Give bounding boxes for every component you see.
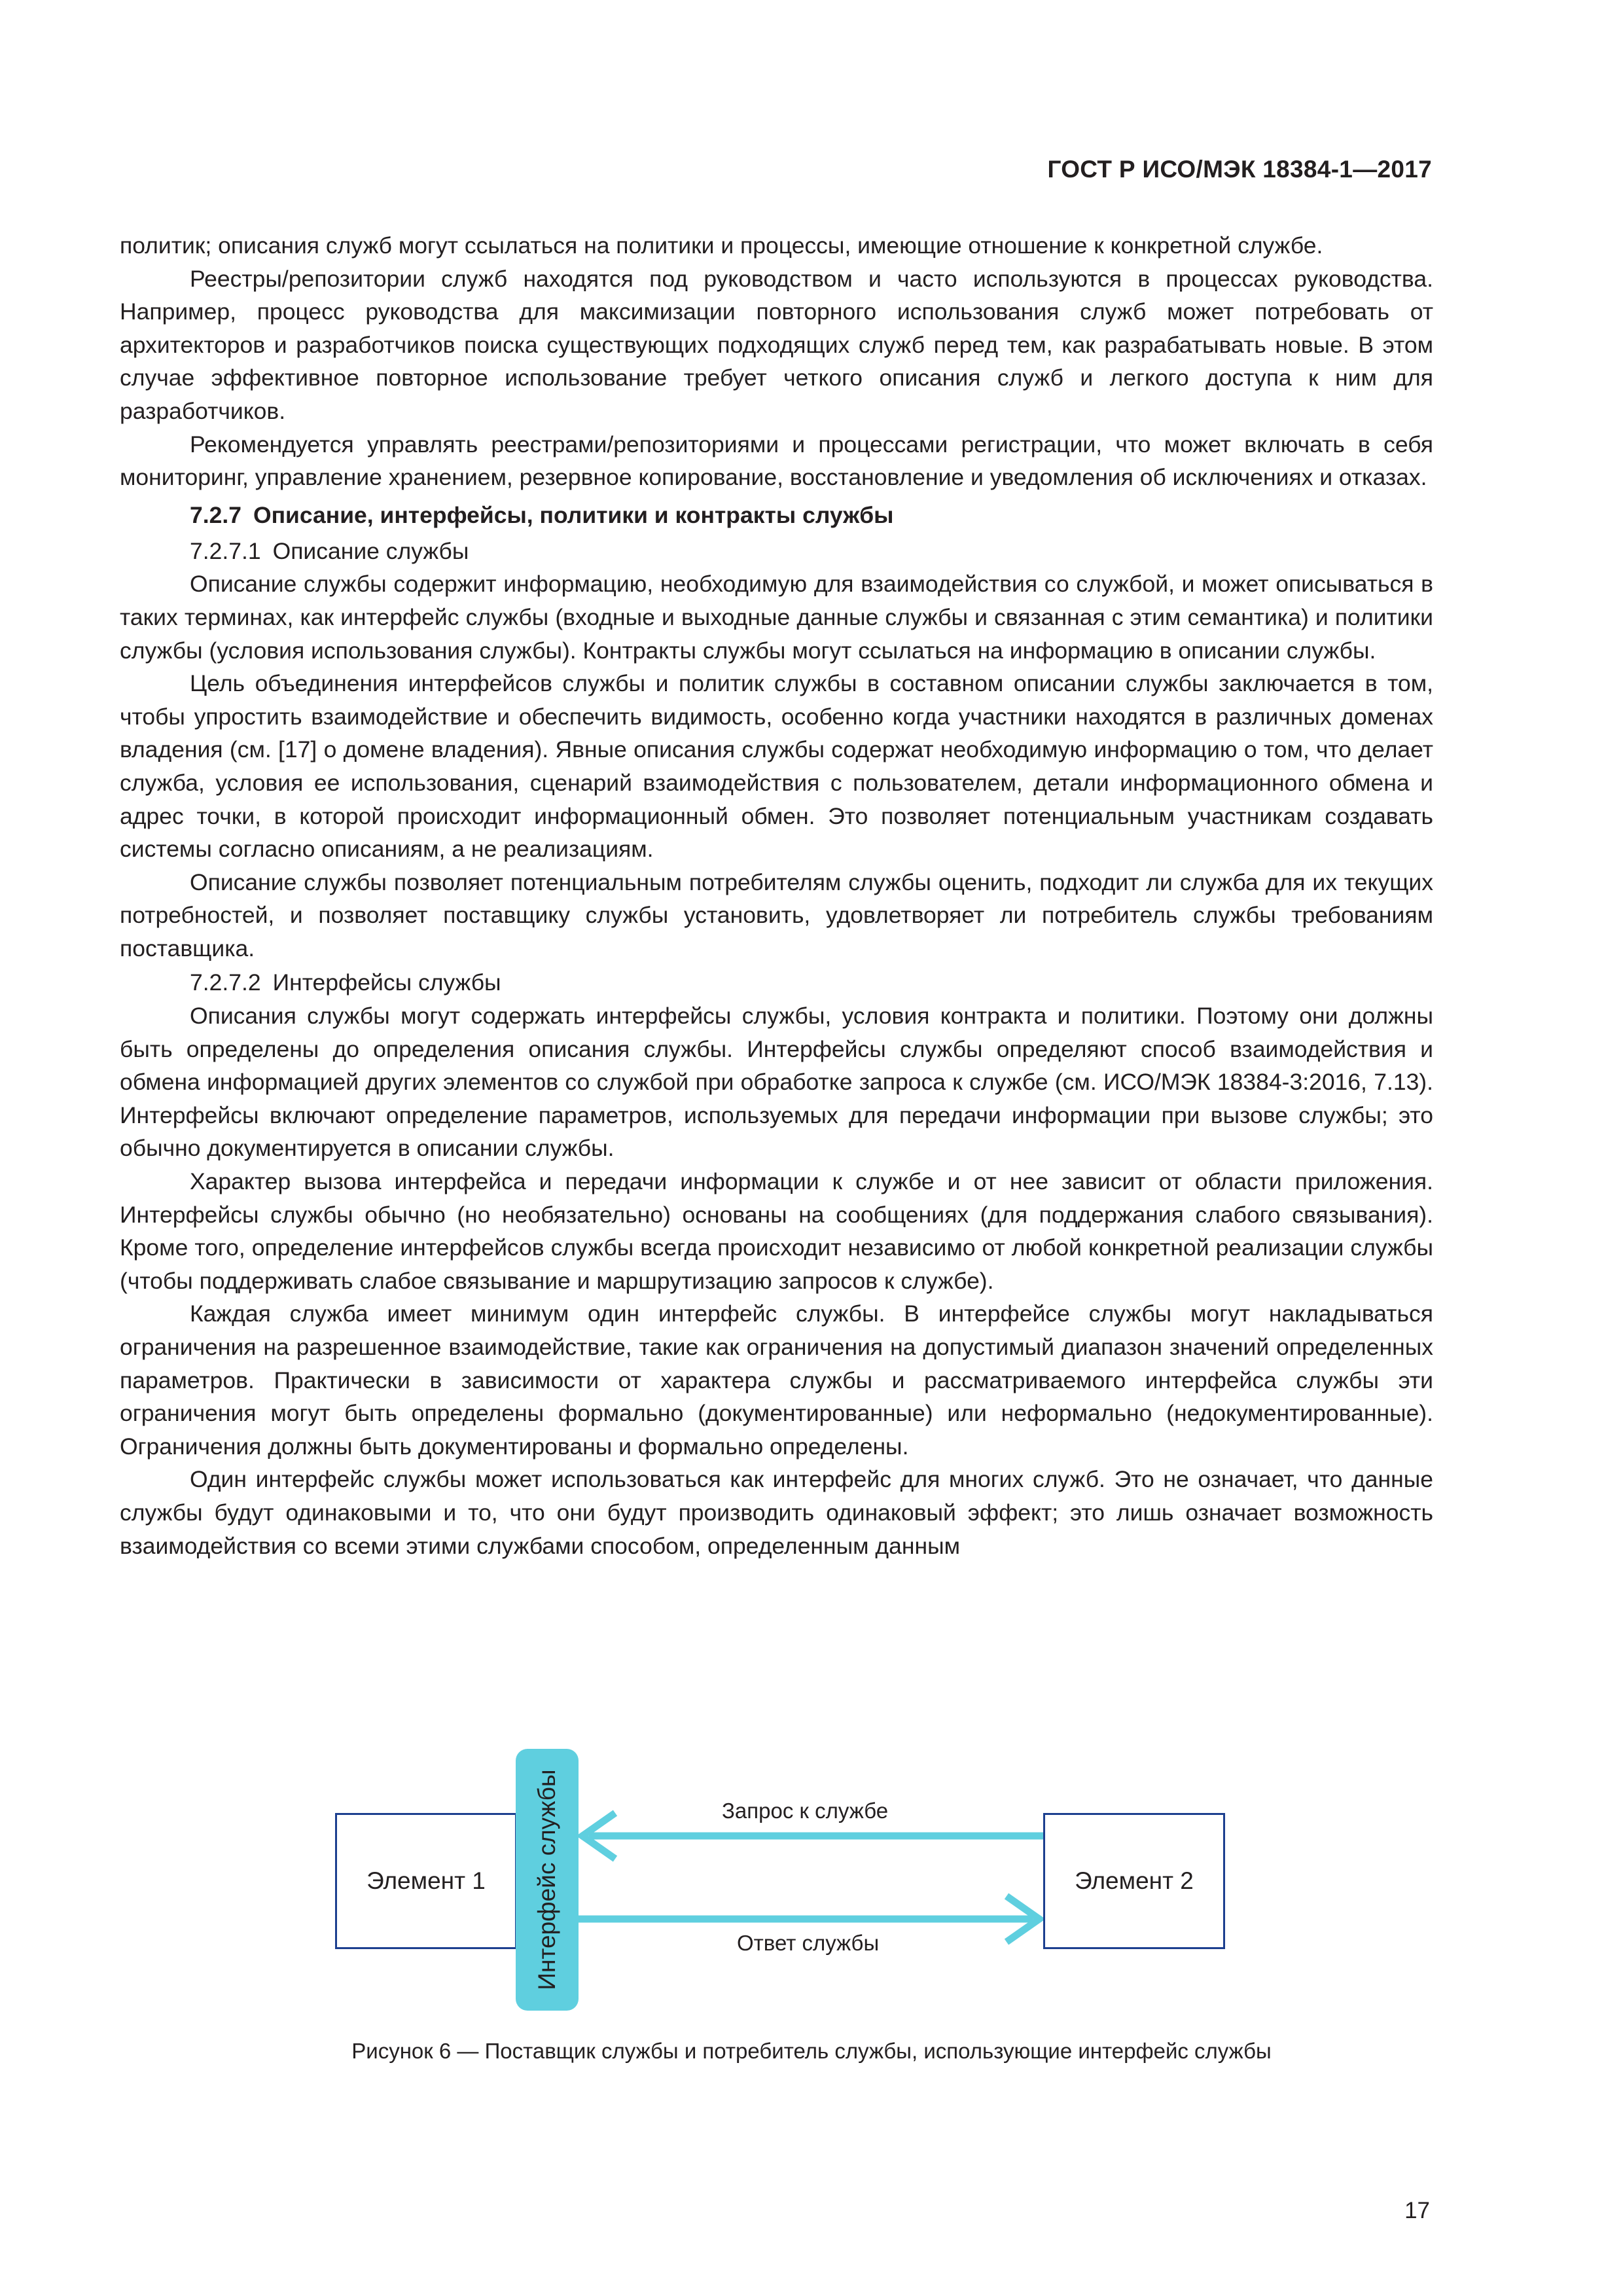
figure-caption: Рисунок 6 — Поставщик службы и потребитель службы, использующие интерфейс службы <box>351 2039 1272 2063</box>
paragraph: Описания службы могут содержать интерфейсы службы, условия контракта и политики. Поэтому они должны быть определены до определения описания службы. Интерфейсы службы определяют способ взаимодействия и обмена информацией других элементов со службой при обработке запроса к службе (см. ИСО/МЭК 18384-3:2016, 7.13). Интерфейсы включают определение параметров, используемых для передачи информации при вызове службы; это обычно документируется в описании службы. <box>120 1003 1433 1162</box>
paragraph: Характер вызова интерфейса и передачи информации к службе и от нее зависит от области приложения. Интерфейсы службы обычно (но необязательно) основаны на сообщениях (для поддержания слабого связывания). Кроме того, определение интерфейсов службы всегда происходит независимо от любой конкретной реализации службы (чтобы поддерживать слабое связывание и маршрутизацию запросов к службе). <box>120 1168 1433 1294</box>
paragraph: Один интерфейс службы может использоваться как интерфейс для многих служб. Это не означает, что данные службы будут одинаковыми и то, что они будут производить одинаковый эффект; это лишь означает возможность взаимодействия со всеми этими службами способом, определенным данным <box>120 1466 1433 1559</box>
subsection-number: 7.2.7.1 <box>190 537 261 564</box>
paragraph: Реестры/репозитории служб находятся под руководством и часто используются в процессах руководства. Например, процесс руководства для максимизации повторного использования служб может потребовать от архитекторов и разработчиков поиска существующих подходящих служб перед тем, как разрабатывать новые. В этом случае эффективное повторное использование требует четкого описания служб и легкого доступа к ним для разработчиков. <box>120 265 1433 424</box>
service-interface-label: Интерфейс службы <box>533 1769 560 1990</box>
standard-header: ГОСТ Р ИСО/МЭК 18384-1—2017 <box>1047 156 1432 183</box>
element-2-box <box>1043 1813 1225 1949</box>
subsection-number: 7.2.7.2 <box>190 969 261 996</box>
subsection-title: Интерфейсы службы <box>272 969 501 996</box>
section-number: 7.2.7 <box>190 501 241 528</box>
paragraph: Цель объединения интерфейсов службы и политик службы в составном описании службы заключается в том, чтобы упростить взаимодействие и обеспечить видимость, особенно когда участники находятся в различных доменах владения (см. [17] о домене владения). Явные описания службы содержат необходимую информацию о том, что делает служба, условия ее использования, сценарий взаимодействия с пользователем, детали информационного обмена и адрес точки, в которой происходит информационный обмен. Это позволяет потенциальным участникам создавать системы согласно описаниям, а не реализациям. <box>120 670 1433 863</box>
element-1-label: Элемент 1 <box>366 1867 486 1894</box>
paragraph: Каждая служба имеет минимум один интерфейс службы. В интерфейсе службы могут накладываться ограничения на разрешенное взаимодействие, такие как ограничения на допустимый диапазон значений определенных параметров. Практически в зависимости от характера службы и рассматриваемого интерфейса службы эти ограничения могут быть определены формально (документированные) или неформально (недокументированные). Ограничения должны быть документированы и формально определены. <box>120 1300 1433 1460</box>
request-label: Запрос к службе <box>722 1799 889 1823</box>
section-title: Описание, интерфейсы, политики и контракты службы <box>253 501 894 528</box>
paragraph: Рекомендуется управлять реестрами/репозиториями и процессами регистрации, что может включать в себя мониторинг, управление хранением, резервное копирование, восстановление и уведомления об исключениях и отказах. <box>120 431 1433 491</box>
paragraph: Описание службы содержит информацию, необходимую для взаимодействия со службой, и может описываться в таких терминах, как интерфейс службы (входные и выходные данные службы и связанная с этим семантика) и политики службы (условия использования службы). Контракты службы могут ссылаться на информацию в описании службы. <box>120 571 1433 664</box>
paragraph: политик; описания служб могут ссылаться на политики и процессы, имеющие отношение к конкретной службе. <box>120 232 1323 259</box>
page-number: 17 <box>1404 2198 1430 2223</box>
element-2-label: Элемент 2 <box>1075 1867 1194 1894</box>
response-label: Ответ службы <box>737 1931 880 1955</box>
subsection-title: Описание службы <box>272 537 469 564</box>
paragraph: Описание службы позволяет потенциальным потребителям службы оценить, подходит ли служба для их текущих потребностей, и позволяет поставщику службы установить, удовлетворяет ли потребитель службы требованиям поставщика. <box>120 869 1433 961</box>
